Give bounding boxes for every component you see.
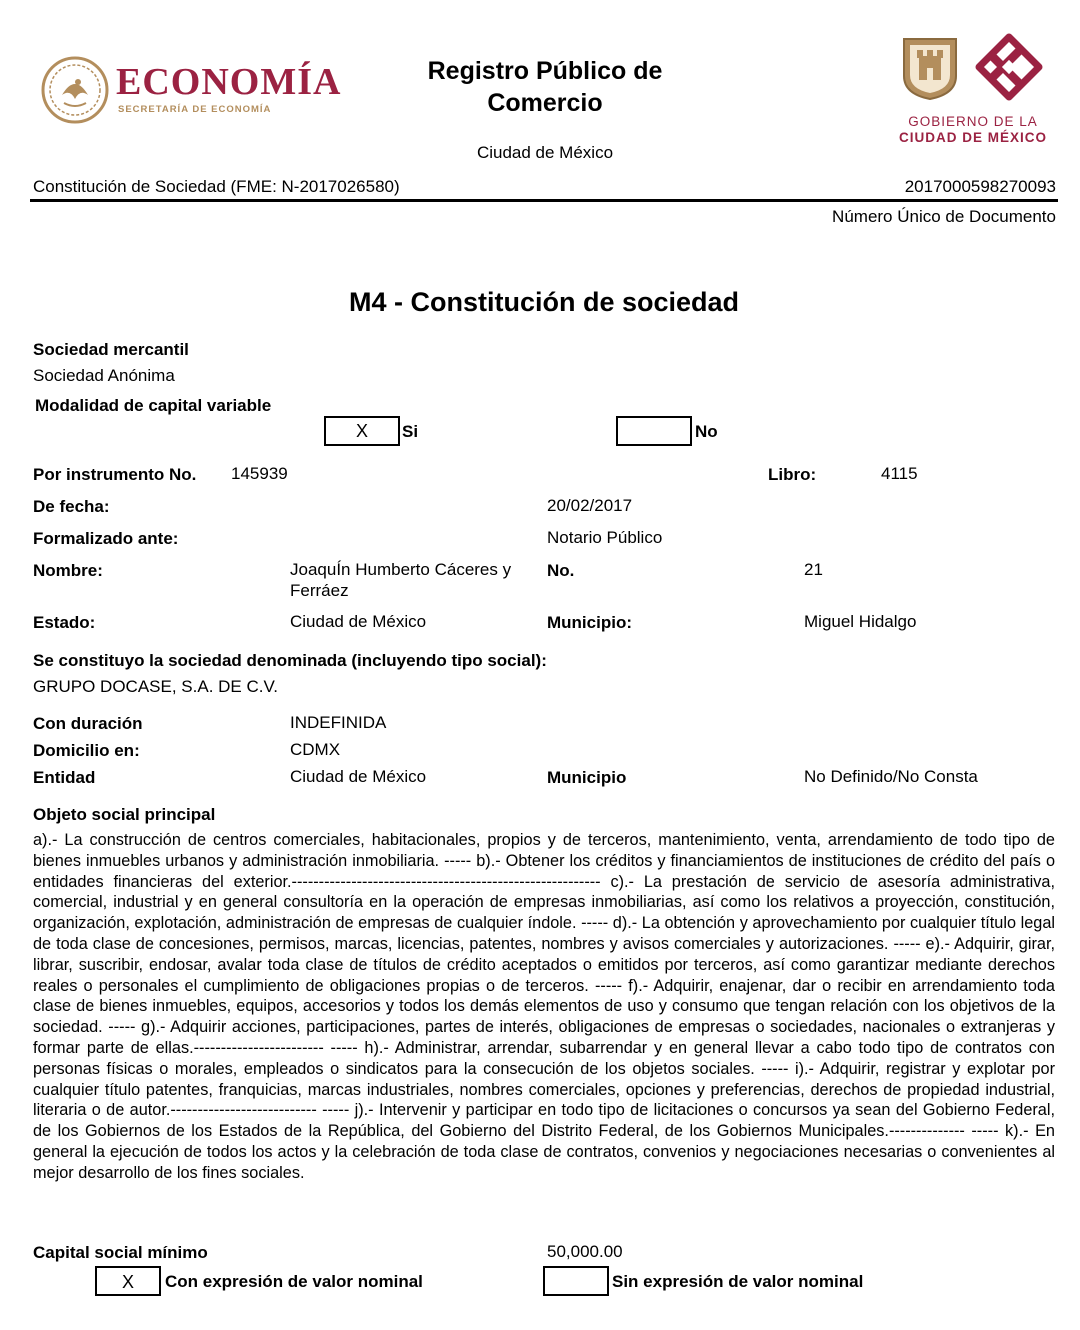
header-city: Ciudad de México (476, 143, 614, 162)
capital-minimo-value: 50,000.00 (547, 1242, 623, 1261)
capital-variable-no-label: No (695, 422, 718, 441)
sin-valor-nominal-label: Sin expresión de valor nominal (612, 1272, 864, 1291)
header-title-line2: Comercio (487, 89, 603, 117)
header-divider (30, 199, 1058, 202)
capital-variable-label: Modalidad de capital variable (35, 396, 272, 415)
objeto-social-text: a).- La construcción de centros comerciales, habitacionales, propios y de terceros, mantenimiento, venta, arrendamiento de todo tipo de bienes inmuebles urbanos y administración inmobiliaria. ----- b).- Obtener los créditos y financiamientos de instituciones de crédito del país o entidades financieras del exterior.--------------------------------------------------------- c).- La prestación de servicio de asesoría administrativa, comercial, industrial y en general consultoría en la operación de empresas inmobiliarias, así como los relativos a proyección, constitución, organización, explotación, administración de empresas de cualquier índole. ----- d).- La obtención y aprovechamiento por cualquier título legal de toda clase de concesiones, permisos, marcas, licencias, patentes, nombres y avisos comerciales y autorizaciones. ----- e).- Adquirir, girar, librar, suscribir, endosar, avalar toda clase de títulos de crédito aceptados o emitidos por terceros, así como garantizar mediante derechos reales o personales el cumplimiento de obligaciones propias o de terceros. ----- f).- Adquirir, enajenar, dar o recibir en arrendamiento toda clase de bienes inmuebles, equipos, accesorios y todos los demás elementos de uso y consumo que tengan relación con los objetivos de la sociedad. ----- g).- Adquirir acciones, participaciones, partes de interés, obligaciones de empresas o sociedades, nacionales o extranjeras y formar parte de ellas.------------------------ ----- h).- Administrar, arrendar, subarrendar y en general llevar a cabo todo tipo de contratos con personas físicas o morales, empleados o sindicatos para la consecución de los objetos sociales. ----- i).- Adquirir, registrar y explotar por cualquier título patentes, franquicias, marcas industriales, nombres comerciales, opciones y preferencias, derechos de propiedad industrial, literaria o de autor.--------------------------- ----- j).- Intervenir y participar en todo tipo de licitaciones o concursos ya sean del Gobierno Federal, de los Gobiernos de los Estados de la República, del Gobierno del Distrito Federal, de los Gobiernos Municipales.-------------- ----- k).- En general la ejecución de todos los actos y la celebración de toda clase de contratos, convenios y negociaciones necesarias o convenientes al mejor desarrollo de los fines sociales. (33, 831, 1055, 1182)
duracion-label: Con duración (33, 714, 143, 733)
formalizado-label: Formalizado ante: (33, 529, 179, 548)
objeto-social-label: Objeto social principal (33, 805, 216, 824)
con-valor-nominal-label: Con expresión de valor nominal (165, 1272, 423, 1291)
capital-minimo-label: Capital social mínimo (33, 1243, 208, 1262)
document-number-label: Número Único de Documento (832, 207, 1056, 226)
municipio-label: Municipio: (547, 613, 632, 632)
page-title: M4 - Constitución de sociedad (348, 287, 740, 317)
sin-valor-nominal-checkbox[interactable] (543, 1266, 609, 1296)
denominacion-label: Se constituyo la sociedad denominada (incluyendo tipo social): (33, 651, 547, 670)
fecha-value: 20/02/2017 (547, 496, 633, 515)
libro-label: Libro: (768, 465, 817, 484)
domicilio-municipio-value: No Definido/No Consta (804, 767, 978, 786)
capital-variable-no-checkbox[interactable] (616, 416, 692, 446)
domicilio-municipio-label: Municipio (547, 768, 627, 787)
estado-label: Estado: (33, 613, 96, 632)
capital-variable-si-label: Si (402, 422, 419, 441)
nombre-value-line1: JoaquÍn Humberto Cáceres y (290, 560, 512, 579)
economia-logo-word: ECONOMÍA (116, 61, 342, 103)
estado-value: Ciudad de México (290, 612, 427, 631)
instrumento-label: Por instrumento No. (33, 465, 197, 484)
nombre-value-line2: Ferráez (290, 581, 349, 600)
duracion-value: INDEFINIDA (290, 713, 387, 732)
libro-value: 4115 (881, 464, 918, 483)
domicilio-value: CDMX (290, 740, 341, 759)
cdmx-emblem-icon (973, 31, 1045, 103)
sociedad-mercantil-value: Sociedad Anónima (33, 366, 175, 385)
instrumento-value: 145939 (231, 464, 288, 483)
entidad-value: Ciudad de México (290, 767, 427, 786)
notario-no-value: 21 (804, 560, 823, 579)
document-type: Constitución de Sociedad (FME: N-2017026580) (33, 177, 400, 196)
formalizado-value: Notario Público (547, 528, 663, 547)
economia-logo-subtitle: SECRETARÍA DE ECONOMÍA (118, 104, 272, 115)
cdmx-logo-line1: GOBIERNO DE LA (908, 114, 1038, 129)
fecha-label: De fecha: (33, 497, 110, 516)
capital-variable-si-checkbox[interactable]: X (324, 416, 400, 446)
document-number: 2017000598270093 (904, 177, 1056, 196)
header-title-line1: Registro Público de (427, 57, 663, 85)
denominacion-value: GRUPO DOCASE, S.A. DE C.V. (33, 677, 278, 696)
cdmx-shield-icon (901, 36, 959, 102)
domicilio-label: Domicilio en: (33, 741, 140, 760)
cdmx-logo-line2: CIUDAD DE MÉXICO (898, 130, 1047, 145)
notario-no-label: No. (547, 561, 575, 580)
mexico-seal-icon (40, 55, 110, 125)
con-valor-nominal-checkbox[interactable]: X (95, 1266, 161, 1296)
sociedad-mercantil-label: Sociedad mercantil (33, 340, 189, 359)
entidad-label: Entidad (33, 768, 96, 787)
page-header-title (380, 55, 710, 119)
nombre-label: Nombre: (33, 561, 103, 580)
municipio-value: Miguel Hidalgo (804, 612, 917, 631)
